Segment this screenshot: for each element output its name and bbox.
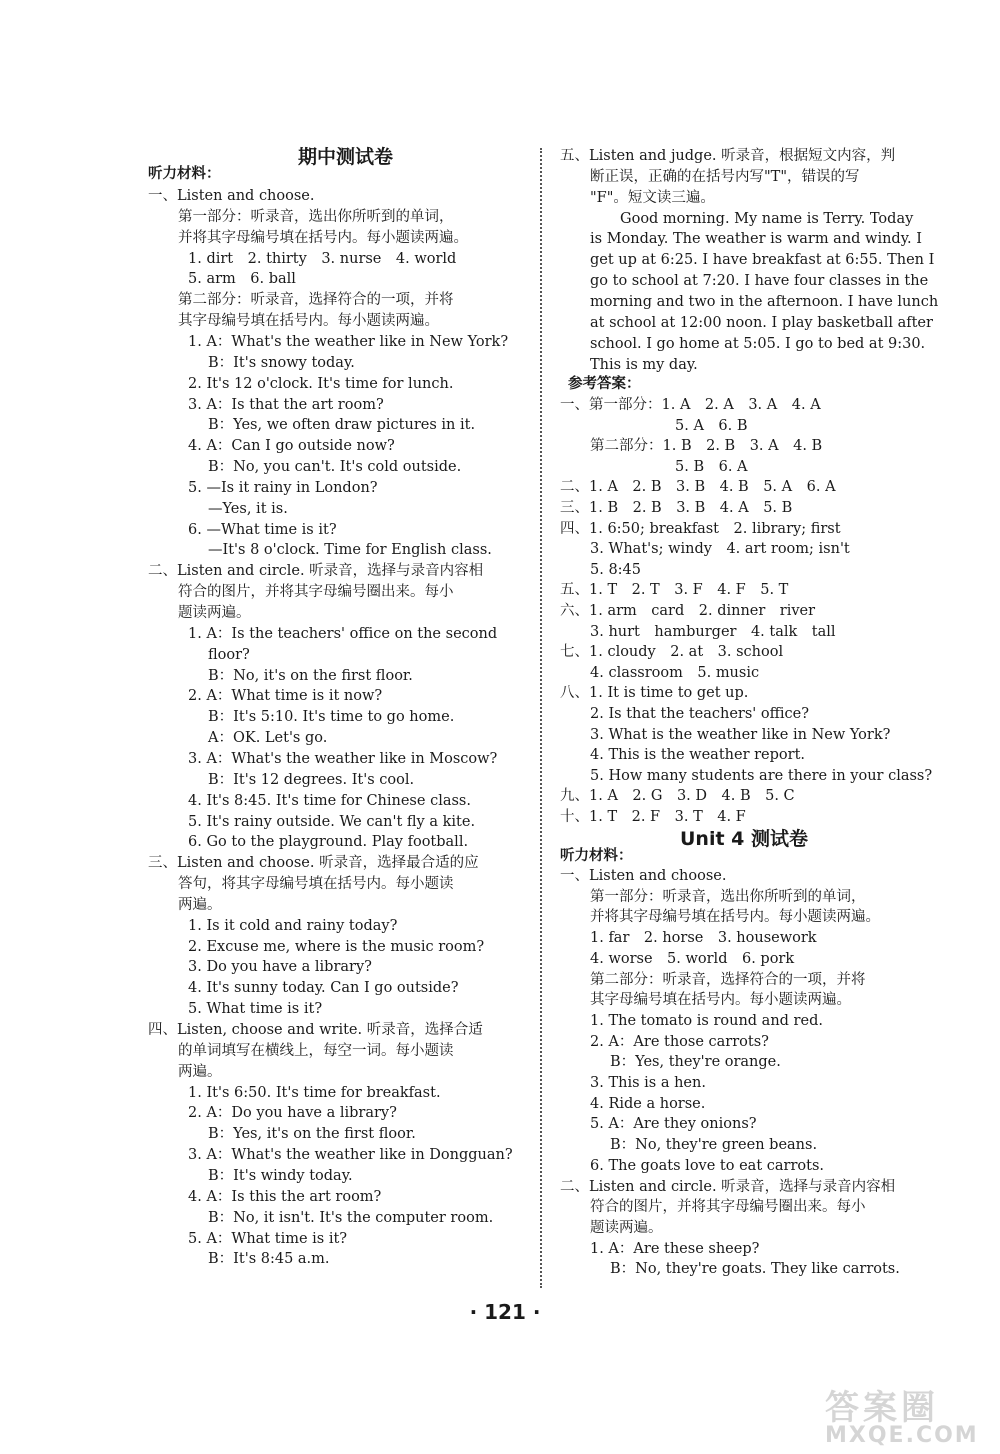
text-line: B：Yes, it's on the first floor. [208, 1126, 416, 1143]
text-line: 6. The goats love to eat carrots. [590, 1157, 824, 1174]
watermark-bottom: MXQE.COM [825, 1423, 979, 1448]
text-line: B：It's snowy today. [208, 354, 355, 371]
text-line: 的单词填写在横线上，每空一词。每小题读 [178, 1042, 454, 1059]
text-line: B：No, you can't. It's cold outside. [208, 459, 462, 476]
text-line: B：No, it isn't. It's the computer room. [208, 1209, 494, 1226]
text-line: 其字母编号填在括号内。每小题读两遍。 [178, 313, 439, 330]
answer-line: 4. classroom 5. music [590, 664, 760, 681]
text-line: 题读两遍。 [590, 1219, 663, 1236]
column-divider [540, 148, 542, 1288]
watermark-top: 答案圈 [825, 1388, 939, 1428]
text-line: 三、Listen and choose. 听录音，选择最合适的应 [148, 855, 479, 872]
text-line: 并将其字母编号填在括号内。每小题读两遍。 [590, 909, 880, 926]
text-line: 4. A：Can I go outside now? [188, 438, 395, 455]
text-line: B：Yes, we often draw pictures in it. [208, 417, 476, 434]
answer-line: 五、1. T 2. T 3. F 4. F 5. T [560, 582, 789, 599]
text-line: 4. Ride a horse. [590, 1095, 706, 1112]
answer-line: 5. B 6. A [675, 458, 748, 475]
answer-line: 3. What is the weather like in New York? [590, 726, 891, 743]
text-line: 2. A：Do you have a library? [188, 1105, 397, 1122]
answer-line: 3. hurt hamburger 4. talk tall [590, 623, 836, 640]
answer-line: 八、1. It is time to get up. [560, 685, 749, 702]
text-line: 4. A：Is this the art room? [188, 1188, 382, 1205]
text-line: —Yes, it is. [208, 500, 288, 517]
text-line: B：No, they're green beans. [610, 1137, 818, 1154]
answer-line: 一、第一部分：1. A 2. A 3. A 4. A [560, 397, 821, 413]
text-line: 符合的图片，并将其字母编号圈出来。每小 [590, 1199, 866, 1216]
text-line: get up at 6:25. I have breakfast at 6:55. Then I [590, 252, 935, 269]
text-line: 符合的图片，并将其字母编号圈出来。每小 [178, 584, 454, 601]
text-line: 两遍。 [178, 896, 222, 913]
text-line: go to school at 7:20. I have four classes in the [590, 273, 929, 290]
answer-line: 二、1. A 2. B 3. B 4. B 5. A 6. A [560, 479, 836, 496]
text-line: 3. A：What's the weather like in Dongguan? [188, 1147, 513, 1164]
text-line: morning and two in the afternoon. I have lunch [590, 293, 939, 310]
text-line: B：No, they're goats. They like carrots. [610, 1261, 900, 1278]
text-line: 二、Listen and circle. 听录音，选择与录音内容相 [148, 563, 484, 580]
text-line: 1. A：What's the weather like in New York? [188, 333, 509, 350]
text-line: B：It's 12 degrees. It's cool. [208, 771, 415, 788]
answer-line: 5. 8:45 [590, 561, 642, 578]
answer-line: 三、1. B 2. B 3. B 4. A 5. B [560, 500, 793, 516]
text-line: 并将其字母编号填在括号内。每小题读两遍。 [178, 229, 468, 246]
answer-line: 第二部分：1. B 2. B 3. A 4. B [590, 438, 823, 455]
text-line: 2. It's 12 o'clock. It's time for lunch. [188, 375, 454, 392]
text-line: 第一部分：听录音，选出你所听到的单词， [590, 888, 866, 905]
answer-label: 参考答案： [568, 375, 641, 392]
text-line: 答句，将其字母编号填在括号内。每小题读 [178, 876, 454, 893]
text-line: "F"。短文读三遍。 [590, 189, 715, 206]
right-material-label: 听力材料： [560, 847, 633, 864]
text-line: 2. A：Are those carrots? [590, 1033, 769, 1050]
text-line: Good morning. My name is Terry. Today [620, 210, 914, 227]
text-line: 1. The tomato is round and red. [590, 1012, 823, 1029]
text-line: 1. It's 6:50. It's time for breakfast. [188, 1084, 441, 1101]
text-line: A：OK. Let's go. [208, 730, 328, 747]
answer-line: 5. How many students are there in your class? [590, 767, 933, 784]
text-line: 1. A：Are these sheep? [590, 1240, 760, 1257]
text-line: 5. —Is it rainy in London? [188, 479, 378, 496]
text-line: 5. A：What time is it? [188, 1230, 348, 1247]
text-line: 6. —What time is it? [188, 521, 337, 538]
text-line: 5. A：Are they onions? [590, 1116, 757, 1133]
answer-line: 四、1. 6:50; breakfast 2. library; first [560, 520, 841, 537]
text-line: 2. A：What time is it now? [188, 688, 383, 705]
text-line: 3. A：Is that the art room? [188, 396, 384, 413]
text-line: 5. What time is it? [188, 1001, 323, 1018]
text-line: 二、Listen and circle. 听录音，选择与录音内容相 [560, 1178, 896, 1195]
text-line: 两遍。 [178, 1063, 222, 1080]
text-line: 3. Do you have a library? [188, 959, 372, 976]
text-line: 第二部分：听录音，选择符合的一项，并将 [178, 292, 454, 309]
text-line: 1. Is it cold and rainy today? [188, 917, 398, 934]
text-line: 五、Listen and judge. 听录音，根据短文内容，判 [560, 148, 896, 164]
answer-line: 5. A 6. B [675, 417, 748, 434]
text-line: B：Yes, they're orange. [610, 1054, 781, 1071]
text-line: B：It's 8:45 a.m. [208, 1251, 330, 1268]
answer-line: 2. Is that the teachers' office? [590, 706, 810, 722]
text-line: 题读两遍。 [178, 605, 251, 621]
answer-line: 六、1. arm card 2. dinner river [560, 603, 816, 619]
text-line: 4. It's 8:45. It's time for Chinese class. [188, 792, 471, 809]
text-line: 1. dirt 2. thirty 3. nurse 4. world [188, 250, 457, 267]
answer-line: 4. This is the weather report. [590, 747, 806, 764]
text-line: This is my day. [590, 356, 698, 373]
text-line: 四、Listen, choose and write. 听录音，选择合适 [148, 1022, 483, 1038]
text-line: 3. A：What's the weather like in Moscow? [188, 750, 498, 767]
text-line: B：No, it's on the first floor. [208, 667, 413, 684]
text-line: 1. far 2. horse 3. housework [590, 930, 817, 947]
text-line: 第二部分：听录音，选择符合的一项，并将 [590, 971, 866, 988]
text-line: at school at 12:00 noon. I play basketball after [590, 314, 933, 331]
text-line: —It's 8 o'clock. Time for English class. [208, 542, 492, 559]
text-line: 一、Listen and choose. [148, 188, 315, 204]
answer-line: 七、1. cloudy 2. at 3. school [560, 644, 784, 661]
text-line: B：It's 5:10. It's time to go home. [208, 709, 455, 726]
text-line: 第一部分：听录音，选出你所听到的单词， [178, 208, 454, 225]
text-line: school. I go home at 5:05. I go to bed at 9:30. [590, 335, 926, 352]
page-number: · 121 · [469, 1300, 541, 1324]
left-section-title: 期中测试卷 [298, 146, 394, 168]
unit-title: Unit 4 测试卷 [680, 828, 808, 850]
text-line: 5. It's rainy outside. We can't fly a kite. [188, 813, 476, 830]
text-line: 一、Listen and choose. [560, 868, 727, 884]
text-line: floor? [208, 646, 250, 663]
answer-line: 九、1. A 2. G 3. D 4. B 5. C [560, 788, 795, 805]
text-line: 4. It's sunny today. Can I go outside? [188, 980, 459, 997]
text-line: 3. This is a hen. [590, 1075, 706, 1091]
text-line: 断正误，正确的在括号内写"T"，错误的写 [590, 168, 860, 185]
answer-line: 3. What's; windy 4. art room; isn't [590, 541, 850, 558]
text-line: 1. A：Is the teachers' office on the second [188, 625, 498, 642]
answer-line: 十、1. T 2. F 3. T 4. F [560, 809, 746, 825]
text-line: 其字母编号填在括号内。每小题读两遍。 [590, 992, 851, 1009]
text-line: 2. Excuse me, where is the music room? [188, 938, 485, 955]
text-line: 5. arm 6. ball [188, 271, 296, 288]
text-line: is Monday. The weather is warm and windy. I [590, 231, 922, 248]
text-line: 4. worse 5. world 6. pork [590, 950, 795, 967]
watermark-logo [825, 1380, 985, 1446]
text-line: B：It's windy today. [208, 1167, 353, 1184]
text-line: 6. Go to the playground. Play football. [188, 834, 469, 851]
left-material-label: 听力材料： [148, 165, 221, 182]
